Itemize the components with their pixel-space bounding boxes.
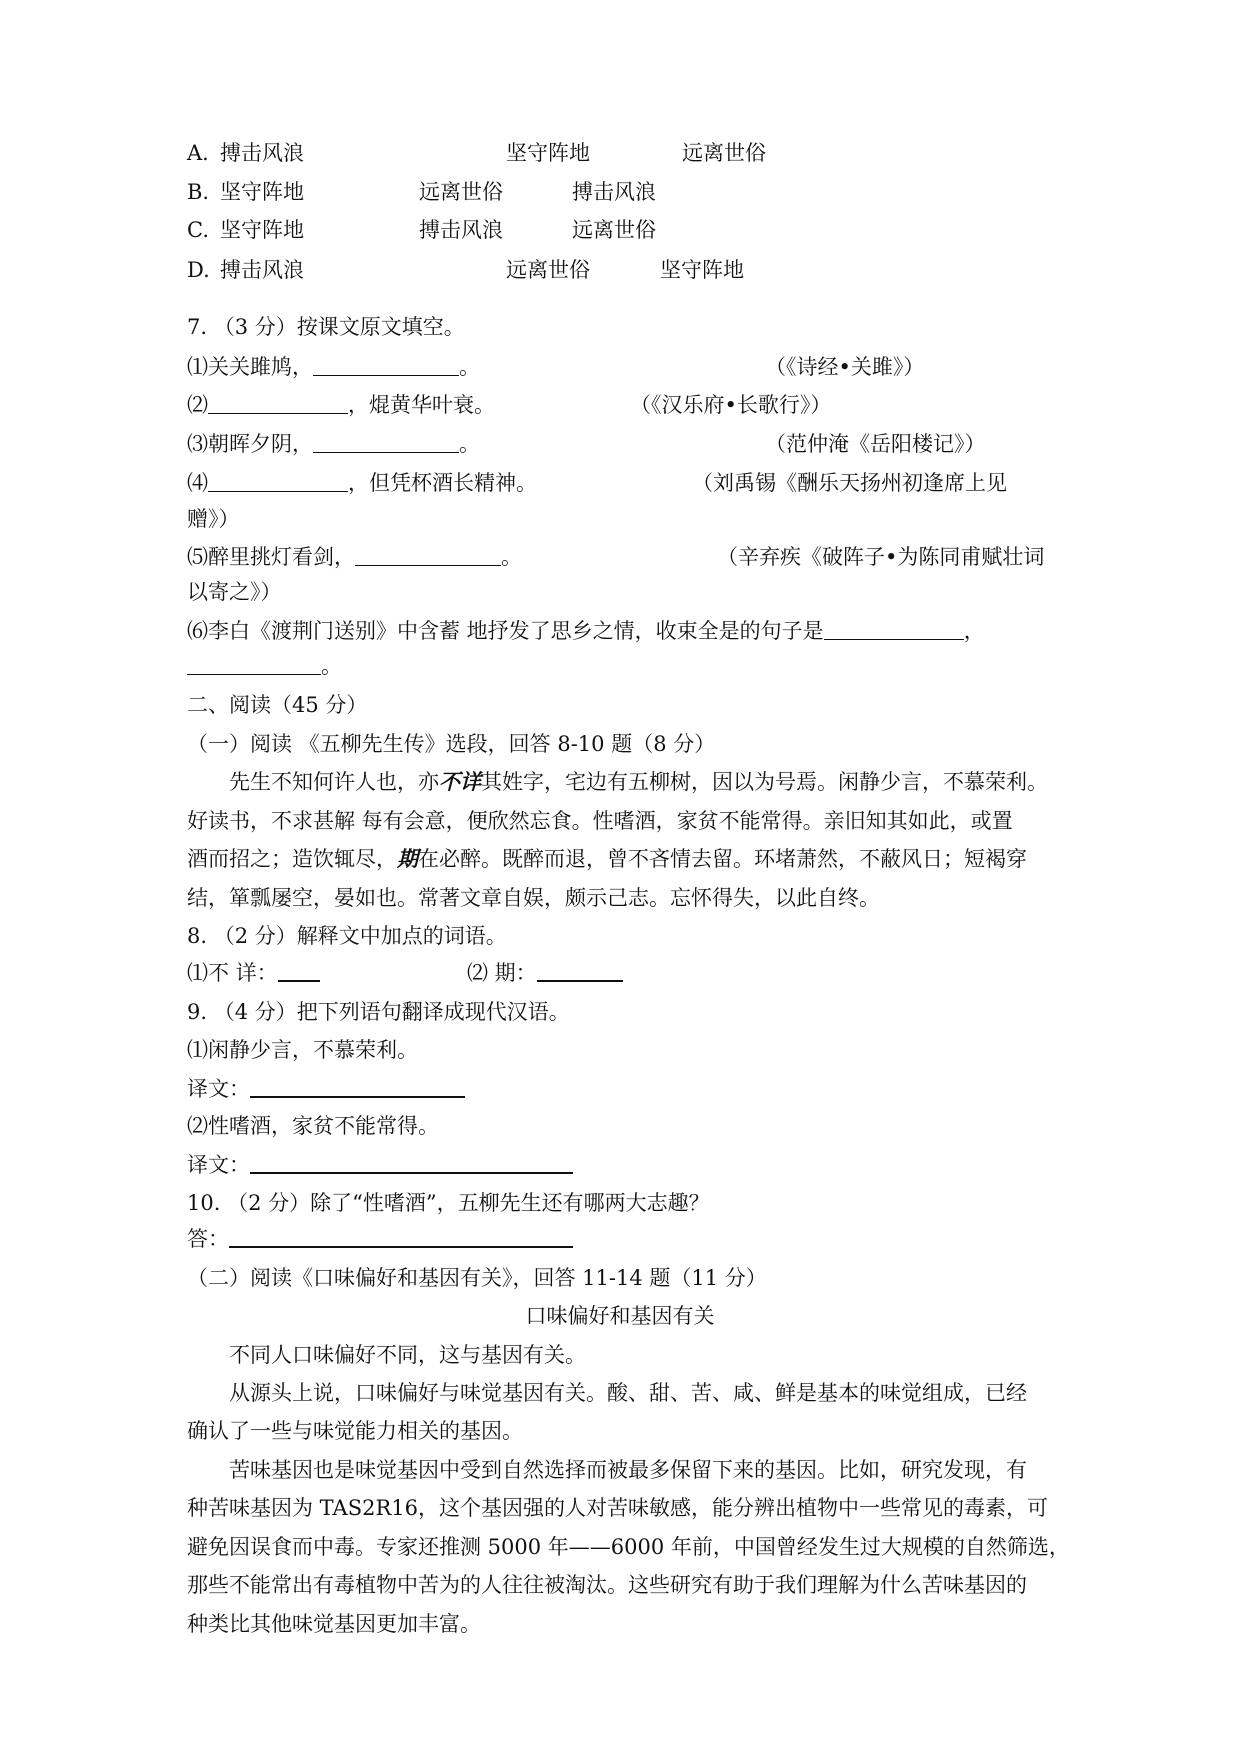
q7-item-4: [187, 469, 537, 497]
option-b-item-3: 搏击风浪: [572, 180, 656, 204]
article-p1: 不同人口味偏好不同，这与基因有关。: [229, 1343, 586, 1367]
q8-blank-2[interactable]: [537, 960, 623, 982]
option-a-item-2: 坚守阵地: [506, 141, 590, 165]
q7-item-1-post: 。: [459, 355, 480, 379]
passage-line-1: [229, 768, 1048, 796]
q7-item-6-pre: ⑹李白《渡荆门送别》中含蓄 地抒发了思乡之情，收束全是的句子是: [187, 619, 824, 643]
q7-item-3-post: 。: [459, 432, 480, 456]
q7-stem: 7. （3 分）按课文原文填空。: [187, 315, 465, 339]
q8-item-2: [467, 959, 623, 987]
q7-blank-5[interactable]: [355, 545, 501, 566]
q7-item-6: [187, 617, 985, 645]
q8-item-1-label: ⑴不 详：: [187, 961, 278, 985]
option-c-item-3: 远离世俗: [572, 218, 656, 242]
article-p2-line-1: 从源头上说，口味偏好与味觉基因有关。酸、甜、苦、咸、鲜是基本的味觉组成，已经: [229, 1381, 1027, 1405]
passage-line-3: [187, 845, 1027, 873]
q7-source-1: （《诗经•关雎》）: [765, 355, 925, 379]
option-c-item-1: 坚守阵地: [220, 218, 304, 242]
passage-line-1b: 其姓字，宅边有五柳树，因以为号焉。闲静少言，不慕荣利。: [481, 770, 1048, 794]
option-b-item-2: 远离世俗: [419, 180, 503, 204]
q7-item-3: [187, 430, 480, 458]
passage-line-3b: 在必醉。既醉而退，曾不吝情去留。环堵萧然，不蔽风日；短褐穿: [418, 847, 1027, 871]
q7-item-5: [187, 543, 522, 571]
passage-line-3a: 酒而招之；造饮辄尽，: [187, 847, 397, 871]
q7-source-4-cont: 赠》）: [187, 507, 240, 531]
q9-sentence-1: ⑴闲静少言，不慕荣利。: [187, 1038, 418, 1062]
q7-item-5-post: 。: [501, 545, 522, 569]
article-p3-line-2: 种苦味基因为 TAS2R16，这个基因强的人对苦味敏感，能分辨出植物中一些常见的毒素，可: [187, 1496, 1048, 1520]
q9-answer-2[interactable]: [250, 1152, 573, 1174]
q7-item-1: [187, 353, 480, 381]
q9-sentence-2: ⑵性嗜酒，家贫不能常得。: [187, 1114, 439, 1138]
passage-emph-qi: 期: [397, 846, 418, 871]
passage-line-4: 结，箪瓢屡空，晏如也。常著文章自娱，颇示己志。忘怀得失，以此自终。: [187, 886, 880, 910]
q7-source-5-cont: 以寄之》）: [187, 580, 282, 604]
q8-blank-1[interactable]: [278, 960, 320, 982]
q7-blank-2[interactable]: [208, 393, 348, 414]
q7-item-6-cont: [187, 652, 342, 680]
q7-item-2: [187, 391, 495, 419]
q7-blank-6a[interactable]: [824, 619, 964, 640]
article-p3-line-5: 种类比其他味觉基因更加丰富。: [187, 1612, 481, 1636]
section2-heading: 二、阅读（45 分）: [187, 693, 368, 717]
q7-item-2-post: ，焜黄华叶衰。: [348, 393, 495, 417]
q7-item-6-post2: 。: [321, 654, 342, 678]
q7-blank-1[interactable]: [313, 355, 459, 376]
q9-translation-2-label: 译文：: [187, 1153, 250, 1177]
part1-heading: （一）阅读 《五柳先生传》选段，回答 8-10 题（8 分）: [187, 732, 716, 756]
q8-item-2-label: ⑵ 期：: [467, 961, 537, 985]
article-p3-line-3: 避免因误食而中毒。专家还推测 5000 年——6000 年前，中国曾经发生过大规模的自然筛选，: [187, 1535, 1070, 1559]
q7-source-4: （刘禹锡《酬乐天扬州初逢席上见: [692, 471, 1007, 495]
option-d-item-2: 远离世俗: [506, 258, 590, 282]
q8-stem: 8. （2 分）解释文中加点的词语。: [187, 924, 507, 948]
q9-translation-1: [187, 1075, 465, 1103]
passage-line-1a: 先生不知何许人也，亦: [229, 770, 439, 794]
option-c-label: C.: [187, 218, 209, 242]
option-d-item-1: 搏击风浪: [220, 258, 304, 282]
q7-item-2-pre: ⑵: [187, 393, 208, 417]
passage-emph-buxiang: 不详: [439, 769, 481, 794]
q7-item-1-pre: ⑴关关雎鸠，: [187, 355, 313, 379]
option-b-label: B.: [187, 180, 210, 204]
q7-source-5: （辛弃疾《破阵子•为陈同甫赋壮词: [717, 545, 1045, 569]
q7-source-2: （《汉乐府•长歌行》）: [630, 393, 832, 417]
q9-stem: 9. （4 分）把下列语句翻译成现代汉语。: [187, 1000, 570, 1024]
q7-item-4-pre: ⑷: [187, 471, 208, 495]
option-a-item-3: 远离世俗: [682, 141, 766, 165]
option-a-label: A.: [187, 141, 209, 165]
q7-item-3-pre: ⑶朝晖夕阴，: [187, 432, 313, 456]
option-b-item-1: 坚守阵地: [220, 180, 304, 204]
article-p3-line-1: 苦味基因也是味觉基因中受到自然选择而被最多保留下来的基因。比如，研究发现，有: [229, 1458, 1027, 1482]
q9-translation-2: [187, 1151, 573, 1179]
q8-item-1: [187, 959, 320, 987]
article-p2-line-2: 确认了一些与味觉能力相关的基因。: [187, 1419, 523, 1443]
q9-answer-1[interactable]: [250, 1076, 465, 1098]
q7-blank-4[interactable]: [208, 471, 348, 492]
q7-source-3: （范仲淹《岳阳楼记》）: [765, 432, 986, 456]
q7-blank-6b[interactable]: [187, 654, 321, 675]
q7-item-4-post: ，但凭杯酒长精神。: [348, 471, 537, 495]
q10-answer-line[interactable]: [229, 1226, 573, 1248]
article-p3-line-4: 那些不能常出有毒植物中苦为的人往往被淘汰。这些研究有助于我们理解为什么苦味基因的: [187, 1573, 1027, 1597]
option-d-item-3: 坚守阵地: [660, 258, 744, 282]
option-a-item-1: 搏击风浪: [220, 141, 304, 165]
article-title: 口味偏好和基因有关: [525, 1304, 715, 1328]
q7-blank-3[interactable]: [313, 432, 459, 453]
q10-answer-label: 答：: [187, 1227, 229, 1251]
part2-heading: （二）阅读《口味偏好和基因有关》，回答 11-14 题（11 分）: [187, 1266, 767, 1290]
q10-answer: [187, 1225, 573, 1253]
passage-line-2: 好读书，不求甚解 每有会意，便欣然忘食。性嗜酒，家贫不能常得。亲旧知其如此，或置: [187, 809, 1013, 833]
option-d-label: D.: [187, 258, 210, 282]
q10-stem: 10. （2 分）除了“性嗜酒”，五柳先生还有哪两大志趣？: [187, 1191, 710, 1215]
q7-item-6-post: ，: [963, 619, 985, 643]
q7-item-5-pre: ⑸醉里挑灯看剑，: [187, 545, 355, 569]
option-c-item-2: 搏击风浪: [419, 218, 503, 242]
q9-translation-1-label: 译文：: [187, 1077, 250, 1101]
